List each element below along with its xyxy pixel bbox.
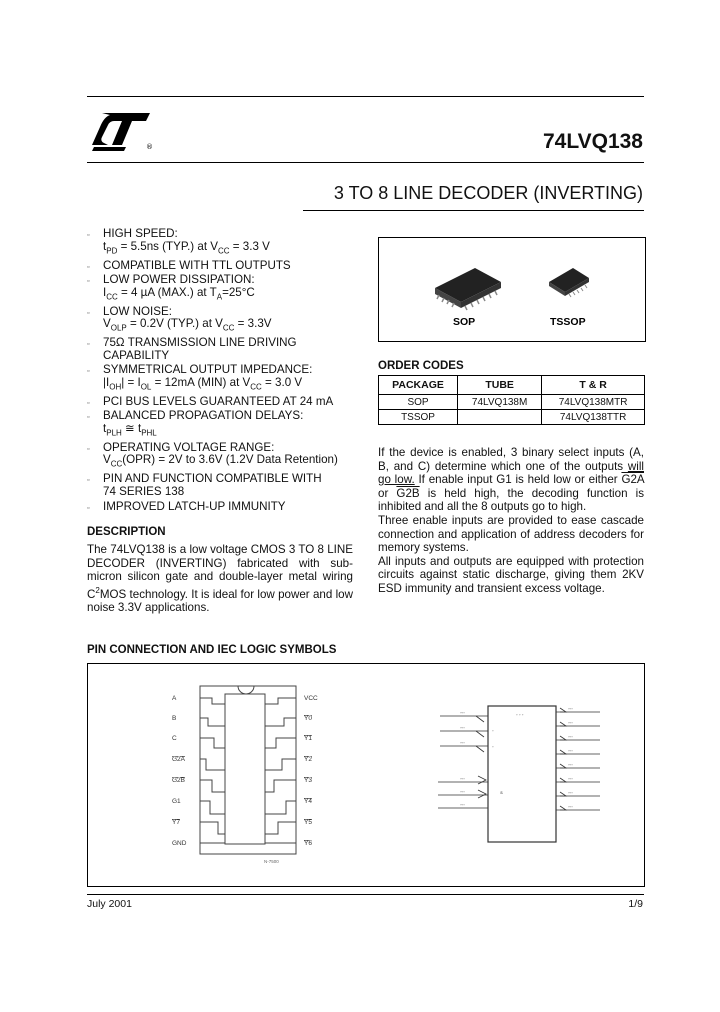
header-rule-mid bbox=[87, 162, 644, 163]
list-item: ▫ IMPROVED LATCH-UP IMMUNITY bbox=[87, 501, 367, 514]
svg-text:▫▫▫: ▫▫▫ bbox=[568, 762, 573, 767]
page-subtitle: 3 TO 8 LINE DECODER (INVERTING) bbox=[333, 183, 643, 203]
description-text: The 74LVQ138 is a low voltage CMOS 3 TO 8 LINE DECODER (INVERTING) fabricated with sub-micron silicon gate and double-layer metal wiring $C^2MOS$ technology. It is ideal for low power and low noise 3.3V applications. bbox=[87, 543, 353, 615]
paragraph: All inputs and outputs are equipped with protection circuits against static discharge, giving them 2KV ESD immunity and transient excess voltage. bbox=[378, 554, 644, 595]
pin-label: Y1 bbox=[304, 735, 312, 742]
list-item: ▫ HIGH SPEED: $t_{PD} = 5.5ns$ (TYP.) at $V_{CC} = 3.3$ V bbox=[87, 228, 367, 258]
list-item: ▫ SYMMETRICAL OUTPUT IMPEDANCE: $|I_{OH}| = I_{OL} = 12mA$ (MIN) at $V_{CC} = 3.0$ V bbox=[87, 364, 367, 394]
left-pin-labels bbox=[172, 695, 187, 847]
svg-text:▫▫▫: ▫▫▫ bbox=[568, 734, 573, 739]
svg-text:▫▫▫: ▫▫▫ bbox=[568, 720, 573, 725]
pin-label: Y5 bbox=[304, 819, 312, 826]
table-cell bbox=[458, 410, 542, 425]
svg-text:▫▫▫: ▫▫▫ bbox=[460, 776, 465, 781]
page-title: 74LVQ138 bbox=[542, 130, 643, 153]
header-rule-bottom bbox=[303, 210, 644, 211]
svg-text:▫▫▫: ▫▫▫ bbox=[460, 710, 465, 715]
list-item: ▫ PIN AND FUNCTION COMPATIBLE WITH 74 SERIES 138 bbox=[87, 473, 367, 498]
functional-description bbox=[378, 446, 644, 596]
list-item: ▫ 75Ω TRANSMISSION LINE DRIVING CAPABILITY bbox=[87, 337, 367, 362]
iec-logic-symbol bbox=[438, 706, 600, 842]
svg-text:&: & bbox=[500, 790, 504, 795]
svg-text:▫▫▫: ▫▫▫ bbox=[460, 789, 465, 794]
header-rule-top bbox=[87, 96, 644, 97]
pin-section-heading: PIN CONNECTION AND IEC LOGIC SYMBOLS bbox=[87, 644, 337, 656]
feature-list bbox=[87, 228, 367, 515]
svg-text:▫▫▫: ▫▫▫ bbox=[568, 776, 573, 781]
paragraph: If the device is enabled, 3 binary select inputs (A, B, and C) determine which one of the outputs will go low. If enable input G1 is held low or either G2A or G2B is held high, the decoding function is inhibited and all the 8 outputs go to high. bbox=[378, 446, 644, 514]
list-item: ▫ COMPATIBLE WITH TTL OUTPUTS bbox=[87, 260, 367, 273]
table-header: PACKAGE bbox=[379, 376, 458, 395]
dip-chip bbox=[200, 686, 296, 854]
svg-text:®: ® bbox=[146, 143, 153, 151]
pin-label: VCC bbox=[304, 695, 318, 702]
svg-text:▫▫▫: ▫▫▫ bbox=[460, 802, 465, 807]
pin-label: Y7 bbox=[172, 819, 180, 826]
footer-date: July 2001 bbox=[87, 898, 132, 910]
table-cell: 74LVQ138M bbox=[458, 395, 542, 410]
svg-text:▫: ▫ bbox=[492, 728, 494, 733]
table-cell: 74LVQ138TTR bbox=[542, 410, 645, 425]
pin-label: Y0 bbox=[304, 715, 312, 722]
pin-diagram bbox=[88, 664, 644, 886]
list-item: ▫ BALANCED PROPAGATION DELAYS: $t_{PLH}$ ≅ $t_{PHL}$ bbox=[87, 410, 367, 440]
pin-label: A bbox=[172, 695, 177, 702]
pin-label: Y3 bbox=[304, 777, 312, 784]
right-pin-labels bbox=[304, 695, 318, 847]
pin-label: Y2 bbox=[304, 756, 312, 763]
pin-label: GND bbox=[172, 840, 187, 847]
footer-page-number: 1/9 bbox=[628, 898, 643, 910]
paragraph: Three enable inputs are provided to ease cascade connection and application of address decoders for memory systems. bbox=[378, 513, 644, 555]
svg-text:▫▫▫: ▫▫▫ bbox=[568, 706, 573, 711]
table-header: TUBE bbox=[458, 376, 542, 395]
svg-text:▫▫▫: ▫▫▫ bbox=[568, 804, 573, 809]
table-row bbox=[379, 410, 645, 425]
pin-label: G2A bbox=[172, 756, 186, 763]
svg-text:▫▫▫: ▫▫▫ bbox=[568, 790, 573, 795]
order-codes-heading: ORDER CODES bbox=[378, 360, 464, 372]
list-item: ▫ OPERATING VOLTAGE RANGE: $V_{CC}(OPR) = 2V$ to 3.6V (1.2V Data Retention) bbox=[87, 442, 367, 472]
chip-reference: N-7500 bbox=[264, 859, 279, 864]
table-header: T & R bbox=[542, 376, 645, 395]
pin-label: Y4 bbox=[304, 798, 312, 805]
list-item: ▫ LOW NOISE: $V_{OLP} = 0.2V$ (TYP.) at $V_{CC} = 3.3V$ bbox=[87, 306, 367, 336]
package-label-tssop: TSSOP bbox=[550, 316, 586, 328]
st-logo bbox=[88, 107, 154, 153]
table-row bbox=[379, 395, 645, 410]
pin-label: Y6 bbox=[304, 840, 312, 847]
description-heading: DESCRIPTION bbox=[87, 526, 166, 538]
svg-text:▫▫▫: ▫▫▫ bbox=[460, 725, 465, 730]
pin-label: G2B bbox=[172, 777, 186, 784]
table-cell: SOP bbox=[379, 395, 458, 410]
svg-text:▫▫▫: ▫▫▫ bbox=[460, 740, 465, 745]
package-box bbox=[378, 237, 646, 342]
package-label-sop: SOP bbox=[453, 316, 476, 328]
table-header-row bbox=[379, 376, 645, 395]
footer-rule bbox=[87, 894, 644, 895]
package-illustration bbox=[379, 238, 645, 341]
pin-label: C bbox=[172, 735, 177, 742]
pin-diagram-box bbox=[87, 663, 645, 887]
svg-text:▫▫▫: ▫▫▫ bbox=[568, 748, 573, 753]
pin-label: B bbox=[172, 715, 177, 722]
pin-label: G1 bbox=[172, 798, 181, 805]
list-item: ▫ LOW POWER DISSIPATION: $I_{CC} = 4$ µA (MAX.) at $T_A=25^\circ C$ bbox=[87, 274, 367, 304]
order-codes-table bbox=[378, 375, 645, 425]
table-cell: 74LVQ138MTR bbox=[542, 395, 645, 410]
table-cell: TSSOP bbox=[379, 410, 458, 425]
svg-text:▫ ▫ ▫: ▫ ▫ ▫ bbox=[516, 712, 524, 717]
svg-text:▫: ▫ bbox=[492, 744, 494, 749]
list-item: ▫ PCI BUS LEVELS GUARANTEED AT 24 mA bbox=[87, 396, 367, 409]
